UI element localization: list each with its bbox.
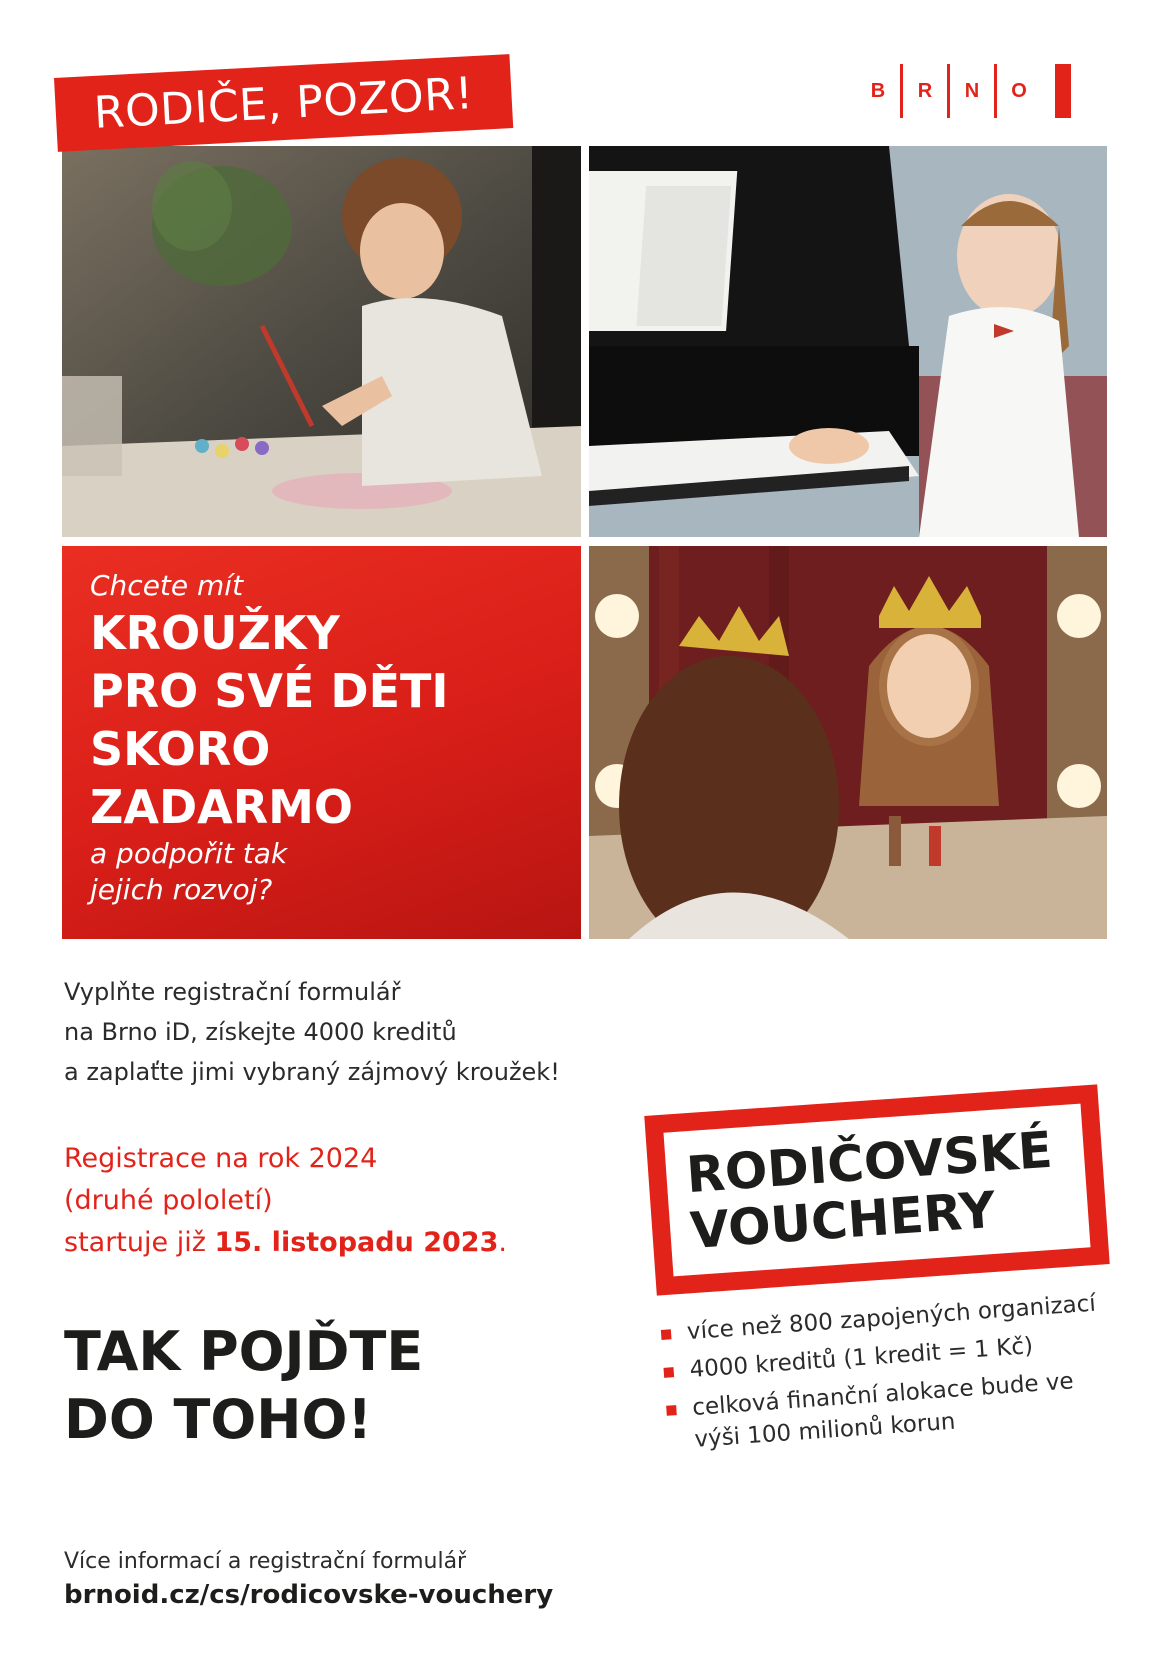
headline-line: PRO SVÉ DĚTI — [90, 664, 449, 718]
voucher-title-line: VOUCHERY — [688, 1180, 998, 1261]
instructions-line: a zaplaťte jimi vybraný zájmový kroužek! — [64, 1058, 560, 1086]
logo-letter-o: O — [1011, 79, 1027, 102]
instructions-line: na Brno iD, získejte 4000 kreditů — [64, 1018, 457, 1046]
instructions-line: Vyplňte registrační formulář — [64, 978, 401, 1006]
call-to-action — [64, 1318, 584, 1454]
cta-line: TAK POJĎTE — [64, 1320, 424, 1383]
registration-line: (druhé pololetí) — [64, 1185, 273, 1216]
instructions-text — [64, 972, 624, 1092]
question-intro: Chcete mít — [90, 569, 244, 602]
registration-url-link[interactable]: brnoid.cz/cs/rodicovske-vouchery — [64, 1580, 554, 1610]
benefit-item: celková finanční alokace bude ve výši 100 milionů korun — [665, 1362, 1118, 1457]
question-box — [62, 546, 581, 939]
benefits-list — [660, 1287, 1119, 1464]
more-info-text: Více informací a registrační formulář — [64, 1549, 467, 1574]
logo-letter-b: B — [870, 79, 886, 102]
registration-date: 15. listopadu 2023 — [214, 1227, 499, 1258]
headline-line: ZADARMO — [90, 780, 354, 834]
parents-attention-banner: RODIČE, POZOR! — [54, 54, 513, 152]
voucher-title-box — [644, 1084, 1109, 1295]
cta-line: DO TOHO! — [64, 1388, 372, 1451]
registration-line — [64, 1222, 624, 1264]
headline-line: SKORO — [90, 722, 271, 776]
registration-notice — [64, 1138, 624, 1264]
logo-letter-n: N — [964, 79, 980, 102]
question-outro-line: a podpořit tak — [90, 837, 288, 870]
benefit-item: 4000 kreditů (1 kredit = 1 Kč) — [663, 1325, 1114, 1388]
registration-line: Registrace na rok 2024 — [64, 1143, 378, 1174]
boy-painting-photo — [62, 146, 581, 537]
logo-letter-r: R — [917, 79, 933, 102]
question-outro-line: jejich rozvoj? — [90, 873, 273, 906]
registration-suffix: . — [498, 1227, 507, 1258]
headline-line: KROUŽKY — [90, 606, 340, 660]
benefit-item: více než 800 zapojených organizací — [660, 1287, 1111, 1350]
registration-prefix: startuje již — [64, 1227, 215, 1258]
logo-end-bar — [1055, 64, 1071, 118]
voucher-title-line: RODIČOVSKÉ — [684, 1120, 1055, 1205]
girls-with-crowns-mirror-photo — [589, 546, 1107, 939]
girl-playing-piano-photo — [589, 146, 1107, 537]
brno-logo — [856, 64, 1071, 118]
